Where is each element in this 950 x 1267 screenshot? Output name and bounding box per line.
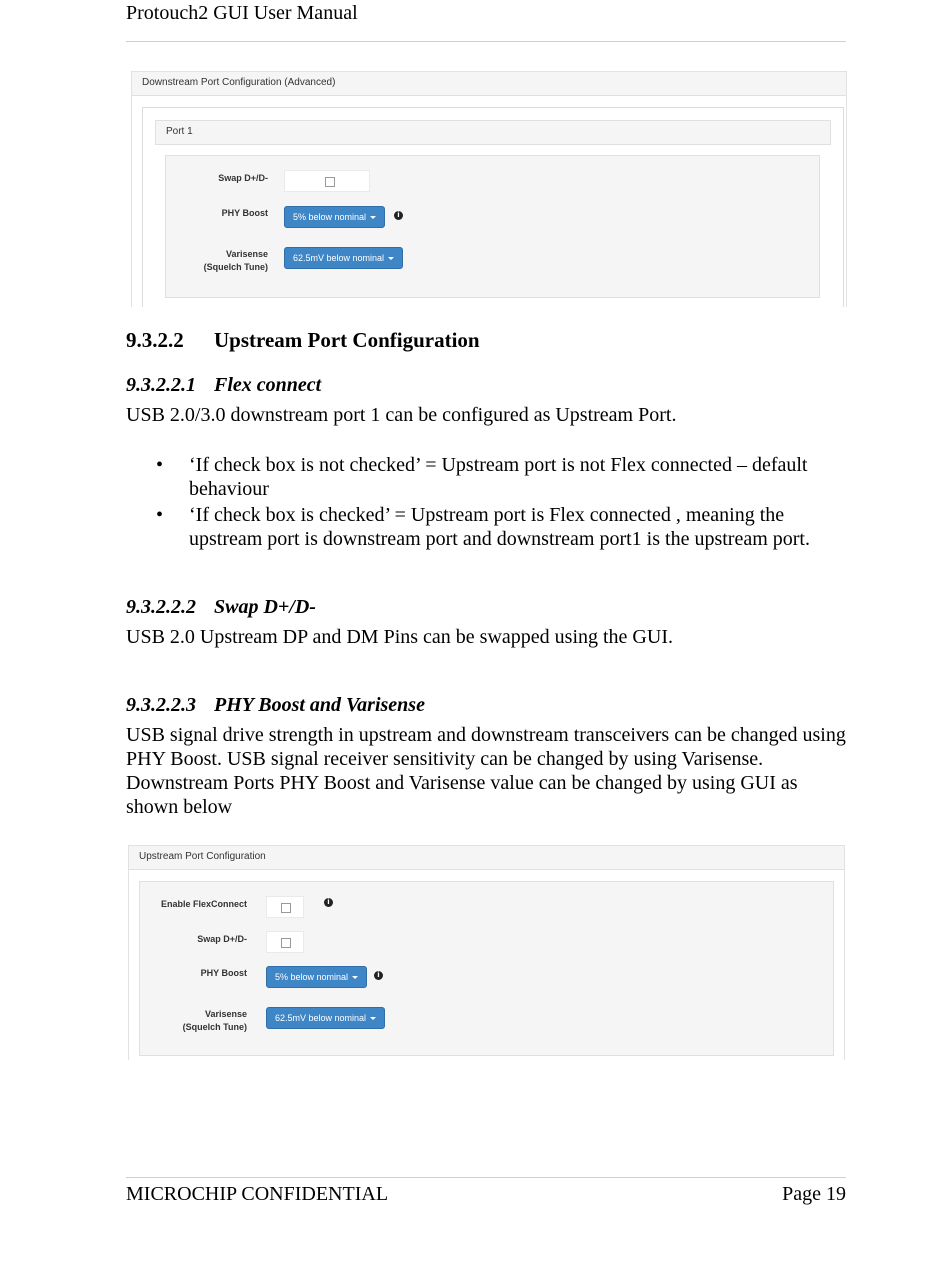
upstream-settings-well — [139, 881, 834, 1056]
bullet-text: ‘If check box is checked’ = Upstream port is Flex connected , meaning the upstream port is downstream port and downstream port1 is the upstream port. — [189, 504, 810, 550]
flexconnect-checkbox-wrap — [266, 896, 304, 918]
header-divider — [126, 41, 846, 42]
phy-boost-heading — [126, 694, 425, 717]
swap-dpdm-label: Swap D+/D- — [197, 934, 247, 944]
chevron-down-icon — [370, 216, 376, 219]
bullet-glyph: • — [156, 454, 164, 476]
info-icon[interactable]: i — [374, 971, 383, 980]
bullet-glyph: • — [156, 504, 164, 526]
port1-subpanel — [142, 107, 844, 307]
swap-title: Swap D+/D- — [214, 596, 316, 618]
flex-connect-title: Flex connect — [214, 374, 322, 396]
info-icon[interactable]: i — [394, 211, 403, 220]
phy-boost-dropdown[interactable] — [266, 966, 367, 988]
swap-body: USB 2.0 Upstream DP and DM Pins can be swapped using the GUI. — [126, 626, 673, 648]
section-heading — [126, 328, 480, 353]
chevron-down-icon — [388, 257, 394, 260]
enable-flexconnect-label: Enable FlexConnect — [160, 899, 247, 909]
varisense-label — [183, 1008, 247, 1034]
varisense-value: 62.5mV below nominal — [293, 253, 385, 263]
downstream-panel-heading: Downstream Port Configuration (Advanced) — [132, 72, 846, 96]
phy-boost-body: USB signal drive strength in upstream and downstream transceivers can be changed using PHY Boost. USB signal receiver sensitivity can be changed by using Varisense. Downstream Ports PHY Boost and Varisense value can be changed by using GUI as shown below — [126, 724, 846, 818]
swap-number: 9.3.2.2.2 — [126, 596, 196, 618]
flex-connect-bullets — [126, 453, 851, 553]
chevron-down-icon — [352, 976, 358, 979]
varisense-value: 62.5mV below nominal — [275, 1013, 367, 1023]
phy-boost-dropdown[interactable] — [284, 206, 385, 228]
port1-subpanel-heading: Port 1 — [155, 120, 831, 145]
phy-boost-value: 5% below nominal — [275, 972, 349, 982]
upstream-panel-heading: Upstream Port Configuration — [129, 846, 844, 870]
varisense-dropdown[interactable] — [266, 1007, 385, 1029]
bullet-text: ‘If check box is not checked’ = Upstream port is not Flex connected – default behaviour — [189, 454, 808, 500]
section-number: 9.3.2.2 — [126, 328, 184, 352]
varisense-label-line2: (Squelch Tune) — [182, 1022, 247, 1032]
footer-confidential: MICROCHIP CONFIDENTIAL — [126, 1183, 389, 1205]
info-icon[interactable]: i — [324, 898, 333, 907]
port1-settings-well — [165, 155, 820, 298]
flexconnect-checkbox[interactable] — [281, 903, 291, 913]
varisense-label — [204, 248, 268, 274]
swap-dpdm-checkbox[interactable] — [325, 177, 335, 187]
swap-dpdm-checkbox-wrap — [284, 170, 370, 192]
varisense-label-line1: Varisense — [204, 1009, 247, 1019]
list-item — [126, 503, 851, 551]
phy-boost-value: 5% below nominal — [293, 212, 367, 222]
swap-dpdm-label: Swap D+/D- — [218, 173, 268, 183]
swap-dpdm-checkbox-wrap — [266, 931, 304, 953]
phy-boost-number: 9.3.2.2.3 — [126, 694, 196, 716]
flex-connect-heading — [126, 374, 321, 397]
swap-dpdm-checkbox[interactable] — [281, 938, 291, 948]
phy-boost-label: PHY Boost — [221, 208, 268, 218]
varisense-label-line2: (Squelch Tune) — [203, 262, 268, 272]
chevron-down-icon — [370, 1017, 376, 1020]
flex-connect-number: 9.3.2.2.1 — [126, 374, 196, 396]
swap-heading — [126, 596, 316, 619]
flex-connect-body: USB 2.0/3.0 downstream port 1 can be configured as Upstream Port. — [126, 404, 677, 426]
varisense-label-line1: Varisense — [225, 249, 268, 259]
phy-boost-title: PHY Boost and Varisense — [214, 694, 425, 716]
upstream-config-screenshot — [128, 845, 845, 1060]
list-item — [126, 453, 851, 501]
downstream-config-screenshot — [131, 71, 847, 307]
document-header-title: Protouch2 GUI User Manual — [126, 2, 358, 24]
footer-divider — [126, 1177, 846, 1178]
varisense-dropdown[interactable] — [284, 247, 403, 269]
section-title: Upstream Port Configuration — [214, 328, 480, 352]
phy-boost-label: PHY Boost — [200, 968, 247, 978]
footer-page-number: Page 19 — [782, 1183, 846, 1205]
